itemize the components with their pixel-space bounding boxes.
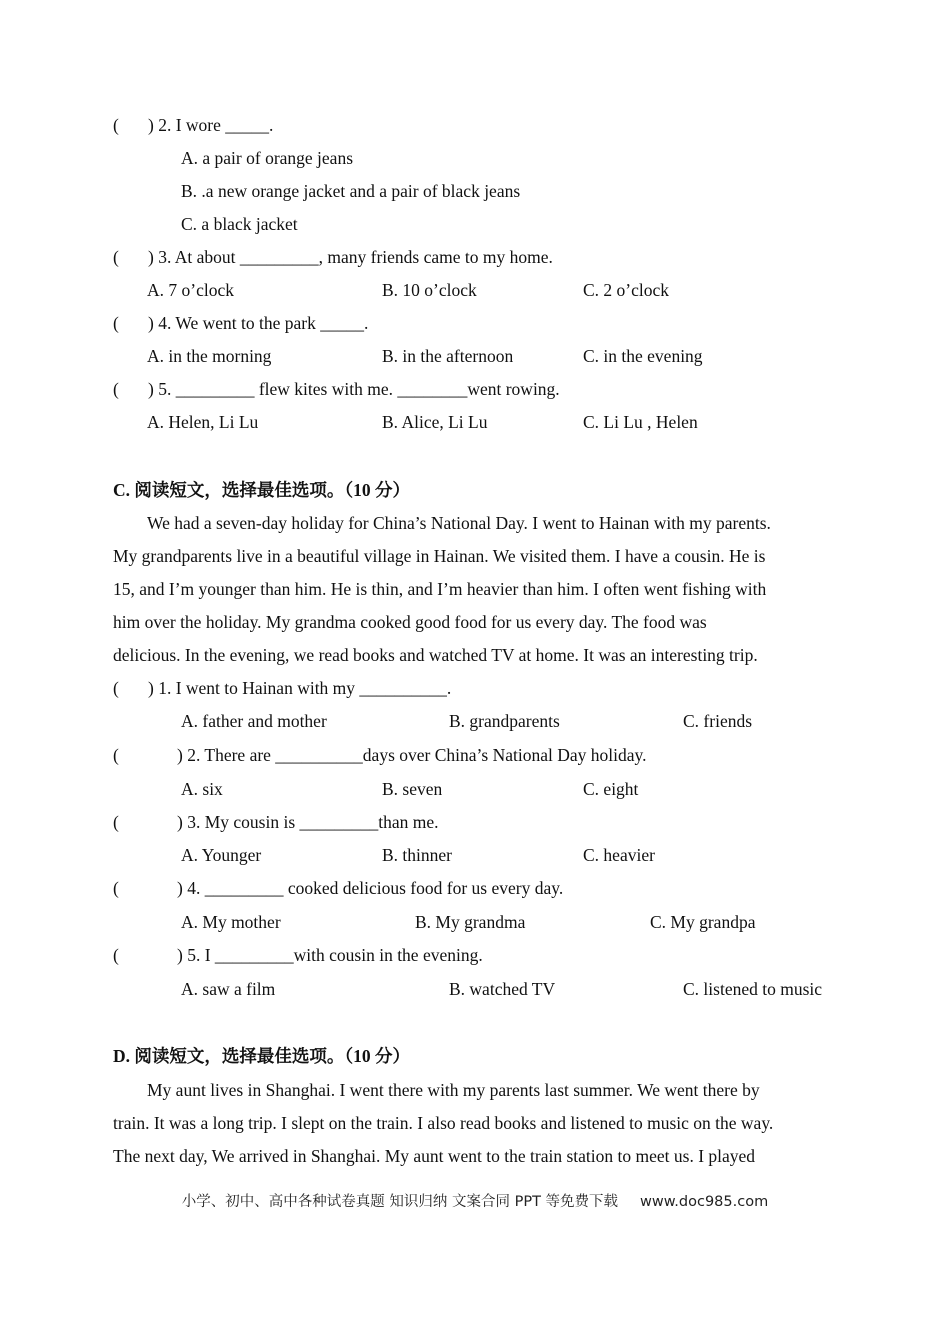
question-text: 5. _________ flew kites with me. ________went rowing. bbox=[158, 379, 560, 399]
option-c: C. a black jacket bbox=[181, 214, 298, 234]
passage-line: train. It was a long trip. I slept on the train. I also read books and listened to music on the way. bbox=[113, 1113, 774, 1133]
question-stem: ) 1. I went to Hainan with my __________. bbox=[148, 678, 452, 698]
footer-site-link[interactable]: www.doc985.com bbox=[640, 1194, 769, 1210]
answer-bracket[interactable]: ( bbox=[113, 945, 119, 965]
option-a: A. Helen, Li Lu bbox=[147, 412, 259, 432]
option-b: B. in the afternoon bbox=[382, 346, 514, 366]
passage-line: The next day, We arrived in Shanghai. My aunt went to the train station to meet us. I played bbox=[113, 1146, 756, 1166]
page-footer bbox=[0, 1190, 950, 1211]
option-c: C. friends bbox=[683, 711, 753, 731]
option-b: B. thinner bbox=[382, 845, 452, 865]
option-a: A. saw a film bbox=[181, 979, 276, 999]
option-b: B. My grandma bbox=[415, 912, 526, 932]
answer-bracket[interactable]: ( bbox=[113, 379, 119, 399]
option-b: B. seven bbox=[382, 779, 443, 799]
question-stem: ) 5. _________ flew kites with me. ________went rowing. bbox=[148, 379, 560, 399]
option-c: C. eight bbox=[583, 779, 639, 799]
option-b: B. 10 o’clock bbox=[382, 280, 477, 300]
option-a: A. a pair of orange jeans bbox=[181, 148, 354, 168]
question-stem: ) 5. I _________with cousin in the evening. bbox=[177, 945, 483, 965]
answer-bracket[interactable]: ( bbox=[113, 812, 119, 832]
option-a: A. father and mother bbox=[181, 711, 327, 731]
option-c: C. listened to music bbox=[683, 979, 823, 999]
option-b: B. watched TV bbox=[449, 979, 556, 999]
question-text: 3. My cousin is _________than me. bbox=[187, 812, 439, 832]
passage-line: My grandparents live in a beautiful village in Hainan. We visited them. I have a cousin. He is bbox=[113, 546, 766, 566]
answer-bracket[interactable]: ( bbox=[113, 678, 119, 698]
option-a: A. in the morning bbox=[147, 346, 272, 366]
option-b: B. grandparents bbox=[449, 711, 560, 731]
question-stem: ) 2. There are __________days over China’s National Day holiday. bbox=[177, 745, 647, 765]
question-text: 4. We went to the park _____. bbox=[158, 313, 369, 333]
question-text: 3. At about _________, many friends came to my home. bbox=[158, 247, 553, 267]
option-a: A. Younger bbox=[181, 845, 262, 865]
passage-line: him over the holiday. My grandma cooked good food for us every day. The food was bbox=[113, 612, 707, 632]
question-stem: ) 2. I wore _____. bbox=[148, 115, 274, 135]
question-text: 4. _________ cooked delicious food for us every day. bbox=[187, 878, 564, 898]
option-c: C. Li Lu , Helen bbox=[583, 412, 698, 432]
question-stem: ) 4. We went to the park _____. bbox=[148, 313, 369, 333]
section-heading: D. 阅读短文，选择最佳选项。（10 分） bbox=[113, 1046, 411, 1066]
question-text: 5. I _________with cousin in the evening. bbox=[187, 945, 483, 965]
answer-bracket[interactable]: ( bbox=[113, 878, 119, 898]
footer-text: 小学、初中、高中各种试卷真题 知识归纳 文案合同 PPT 等免费下载 bbox=[181, 1194, 619, 1210]
passage-line: My aunt lives in Shanghai. I went there with my parents last summer. We went there by bbox=[147, 1080, 760, 1100]
option-b: B. Alice, Li Lu bbox=[382, 412, 488, 432]
passage-line: We had a seven-day holiday for China’s National Day. I went to Hainan with my parents. bbox=[147, 513, 771, 533]
answer-bracket[interactable]: ( bbox=[113, 313, 119, 333]
passage-line: delicious. In the evening, we read books and watched TV at home. It was an interesting trip. bbox=[113, 645, 758, 665]
option-b: B. .a new orange jacket and a pair of black jeans bbox=[181, 181, 521, 201]
option-c: C. My grandpa bbox=[650, 912, 756, 932]
option-c: C. in the evening bbox=[583, 346, 703, 366]
option-c: C. 2 o’clock bbox=[583, 280, 670, 300]
question-stem: ) 3. My cousin is _________than me. bbox=[177, 812, 439, 832]
question-stem: ) 4. _________ cooked delicious food for us every day. bbox=[177, 878, 564, 898]
option-c: C. heavier bbox=[583, 845, 655, 865]
answer-bracket[interactable]: ( bbox=[113, 115, 119, 135]
option-a: A. six bbox=[181, 779, 223, 799]
question-text: 1. I went to Hainan with my __________. bbox=[158, 678, 452, 698]
section-heading: C. 阅读短文，选择最佳选项。（10 分） bbox=[113, 480, 411, 500]
option-a: A. 7 o’clock bbox=[147, 280, 234, 300]
option-a: A. My mother bbox=[181, 912, 281, 932]
question-stem: ) 3. At about _________, many friends came to my home. bbox=[148, 247, 553, 267]
question-text: 2. There are __________days over China’s National Day holiday. bbox=[187, 745, 647, 765]
answer-bracket[interactable]: ( bbox=[113, 247, 119, 267]
passage-line: 15, and I’m younger than him. He is thin, and I’m heavier than him. I often went fishing with bbox=[113, 579, 767, 599]
answer-bracket[interactable]: ( bbox=[113, 745, 119, 765]
question-text: 2. I wore _____. bbox=[158, 115, 274, 135]
